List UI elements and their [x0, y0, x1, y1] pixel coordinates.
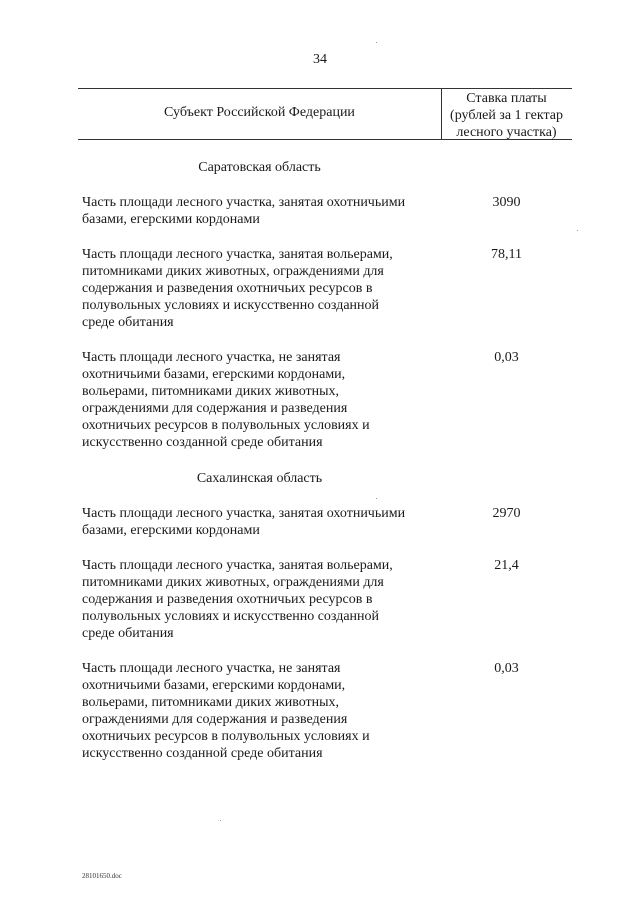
header-rate-line: лесного участка)	[456, 125, 557, 140]
description-line: содержания и разведения охотничьих ресурсов в	[82, 592, 373, 607]
description-line: Часть площади лесного участка, занятая охотничьими	[82, 195, 406, 210]
description-line: полувольных условиях и искусственно созданной	[82, 609, 380, 624]
row-value: 78,11	[491, 247, 522, 262]
scan-speck	[376, 42, 377, 43]
description-line: Часть площади лесного участка, занятая вольерами,	[82, 558, 393, 573]
row-description	[82, 246, 440, 331]
description-line: охотничьими базами, егерскими кордонами,	[82, 678, 346, 693]
row-value: 21,4	[494, 558, 519, 573]
header-subject: Субъект Российской Федерации	[164, 105, 355, 120]
description-line: Часть площади лесного участка, не занятая	[82, 350, 341, 365]
description-line: среде обитания	[82, 626, 174, 641]
row-value: 0,03	[494, 350, 519, 365]
header-rate	[441, 90, 572, 141]
description-line: базами, егерскими кордонами	[82, 523, 260, 538]
description-line: охотничьих ресурсов в полувольных условиях и	[82, 418, 370, 433]
description-line: содержания и разведения охотничьих ресурсов в	[82, 281, 373, 296]
row-value: 3090	[492, 195, 521, 210]
region-heading: Сахалинская область	[196, 471, 323, 486]
description-line: искусственно созданной среде обитания	[82, 746, 323, 761]
scan-speck	[376, 498, 377, 499]
row-description	[82, 349, 440, 451]
description-line: ограждениями для содержания и разведения	[82, 401, 348, 416]
scan-speck	[220, 820, 221, 821]
row-value: 0,03	[494, 661, 519, 676]
description-line: базами, егерскими кордонами	[82, 212, 260, 227]
description-line: полувольных условиях и искусственно созданной	[82, 298, 380, 313]
description-line: питомниками диких животных, ограждениями для	[82, 264, 384, 279]
description-line: искусственно созданной среде обитания	[82, 435, 323, 450]
description-line: вольерами, питомниками диких животных,	[82, 695, 340, 710]
header-rate-line: (рублей за 1 гектар	[450, 108, 563, 123]
row-value: 2970	[492, 506, 521, 521]
description-line: вольерами, питомниками диких животных,	[82, 384, 340, 399]
region-heading: Саратовская область	[198, 160, 321, 175]
description-line: Часть площади лесного участка, занятая вольерами,	[82, 247, 393, 262]
table-top-rule	[78, 88, 572, 89]
row-description	[82, 505, 440, 539]
description-line: питомниками диких животных, ограждениями для	[82, 575, 384, 590]
row-description	[82, 557, 440, 642]
page-number: 34	[313, 52, 327, 67]
description-line: охотничьих ресурсов в полувольных условиях и	[82, 729, 370, 744]
description-line: среде обитания	[82, 315, 174, 330]
description-line: Часть площади лесного участка, не занятая	[82, 661, 341, 676]
row-description	[82, 194, 440, 228]
row-description	[82, 660, 440, 762]
description-line: Часть площади лесного участка, занятая охотничьими	[82, 506, 406, 521]
scan-speck	[577, 230, 578, 231]
description-line: охотничьими базами, егерскими кордонами,	[82, 367, 346, 382]
header-rate-line: Ставка платы	[466, 91, 547, 106]
description-line: ограждениями для содержания и разведения	[82, 712, 348, 727]
document-filename: 28101650.doc	[82, 872, 122, 880]
